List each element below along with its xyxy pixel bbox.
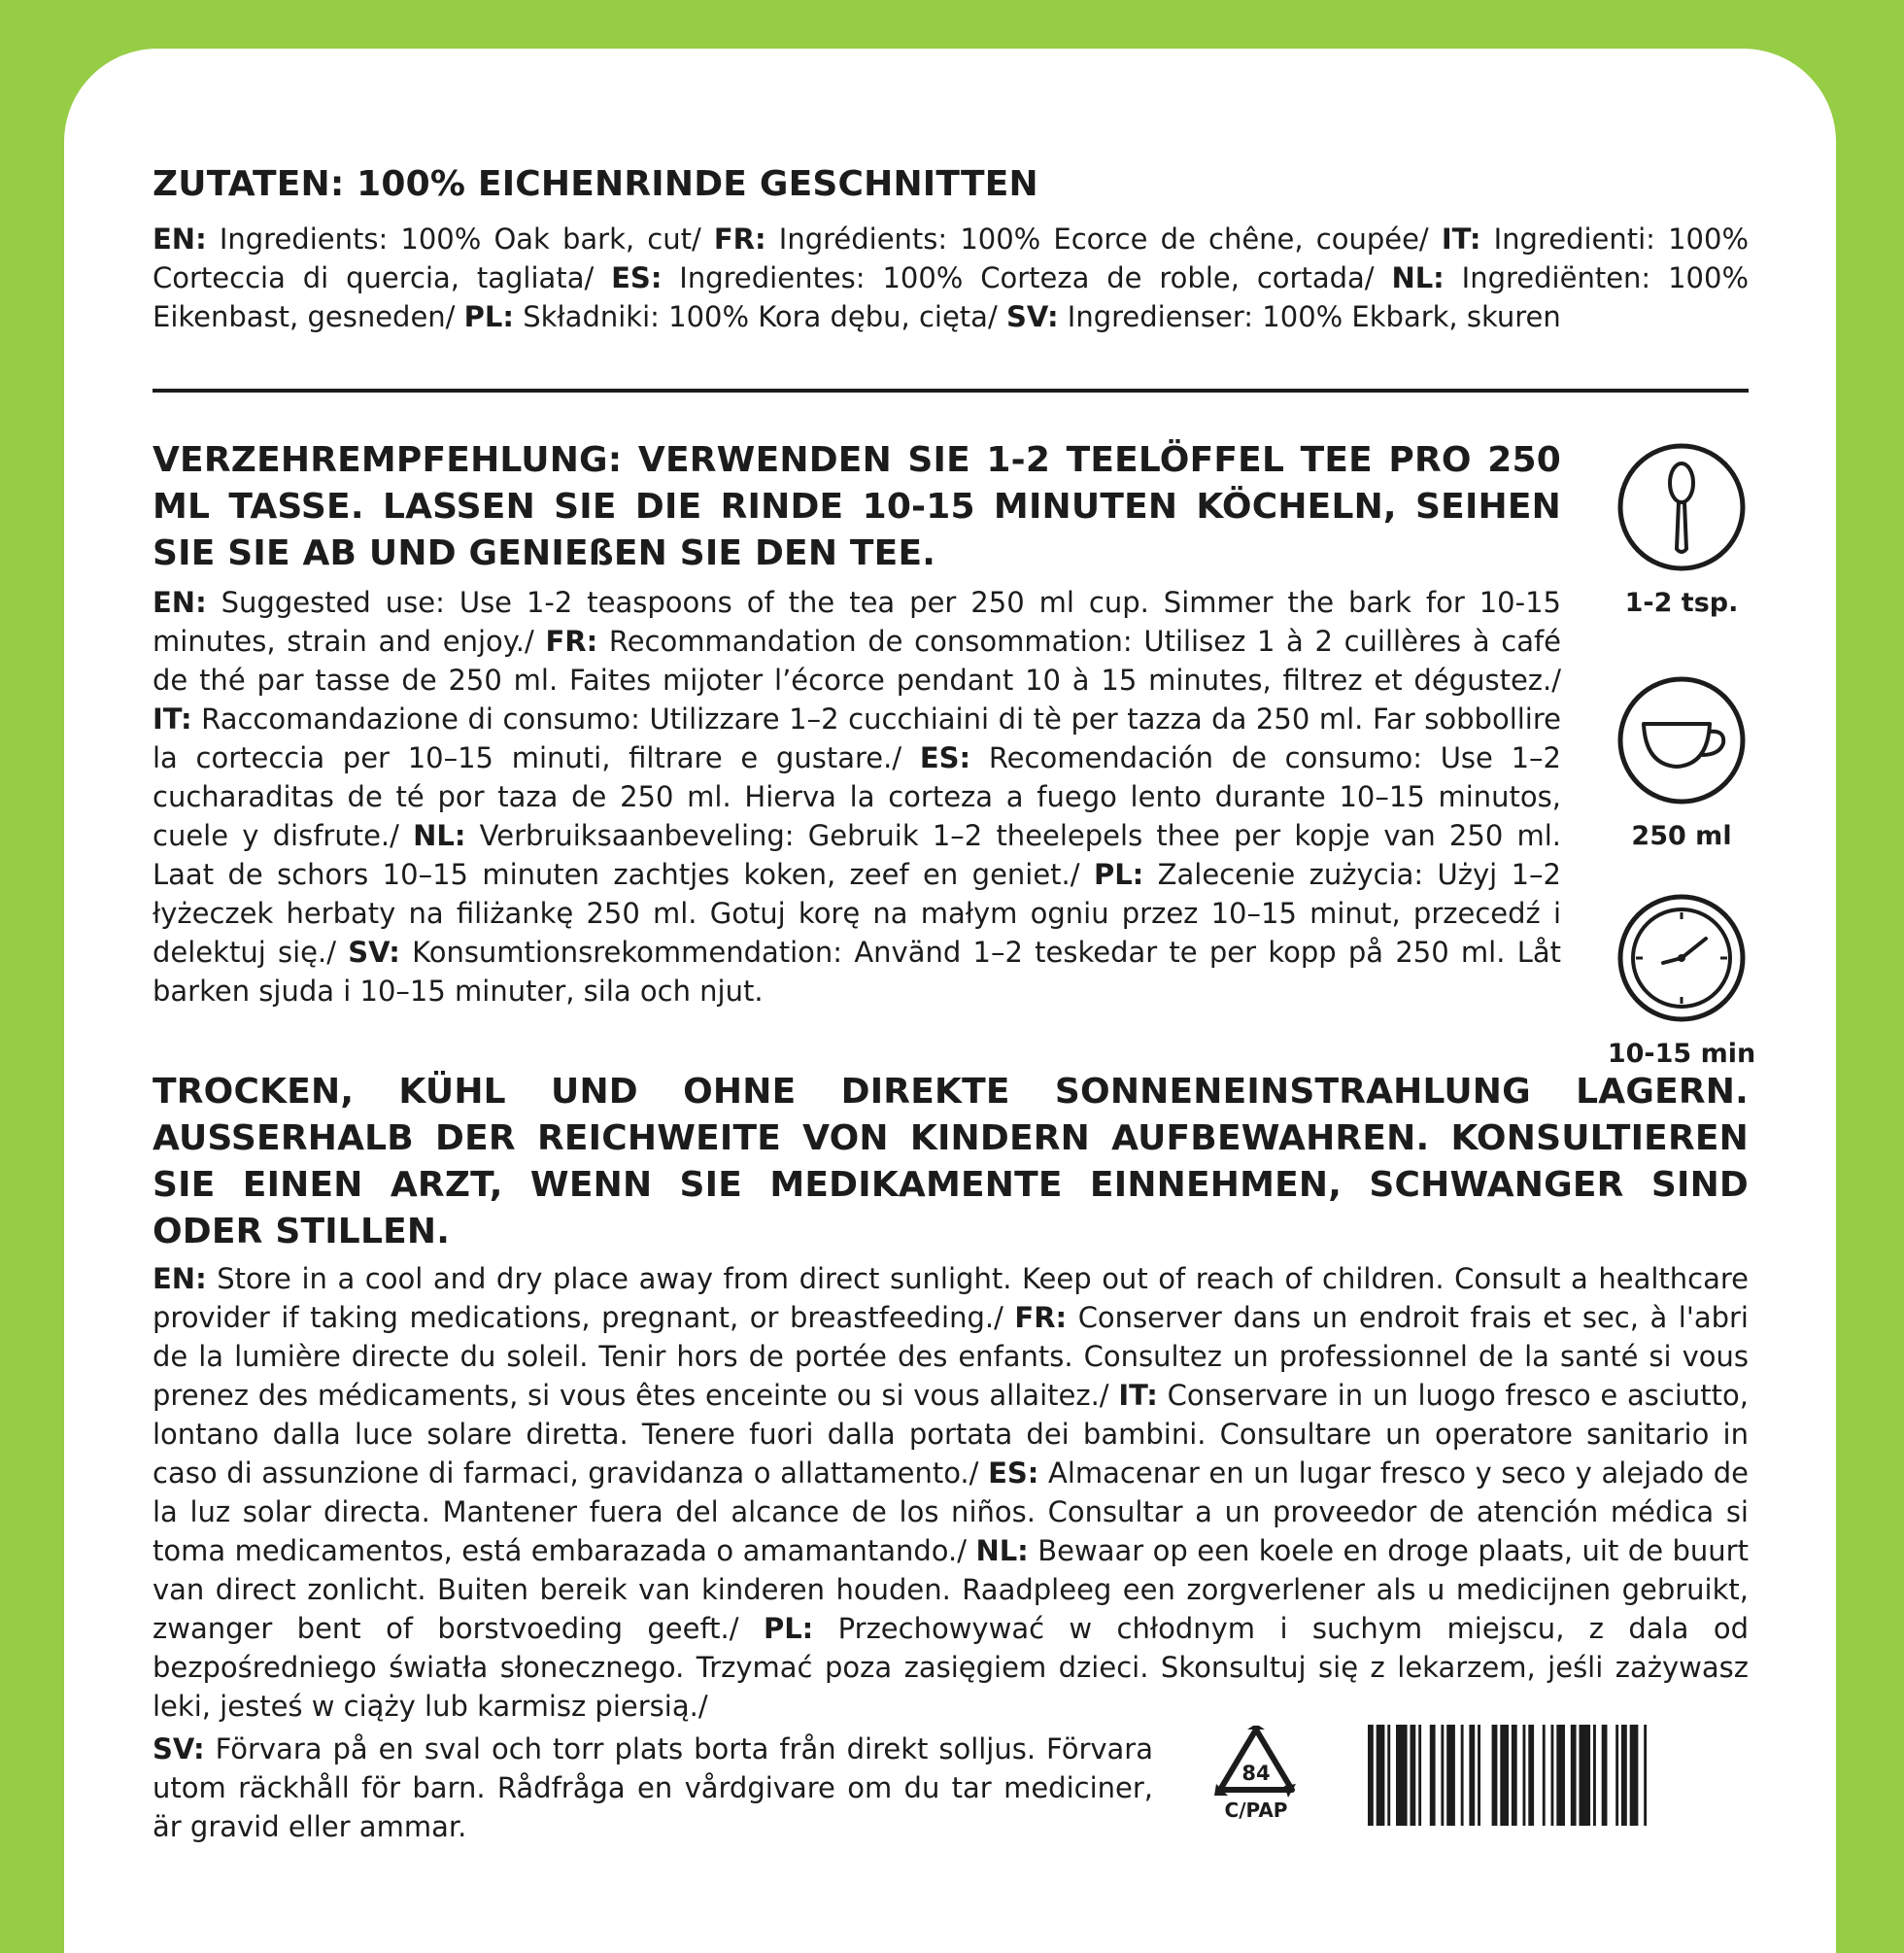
- storage-heading: TROCKEN, KÜHL UND OHNE DIREKTE SONNENEINSTRAHLUNG LAGERN. AUSSERHALB DER REICHWEITE VON KINDERN AUFBEWAHREN. KONSULTIEREN SIE EINEN ARZT, WENN SIE MEDIKAMENTE EINNEHMEN, SCHWANGER SIND ODER STILLEN.: [153, 1072, 1749, 1251]
- lang-code: IT:: [1118, 1379, 1158, 1412]
- lang-code: SV:: [1005, 300, 1059, 333]
- lang-code: EN:: [153, 586, 207, 619]
- lang-code: ES:: [611, 261, 663, 294]
- cup-icon: [1616, 675, 1747, 805]
- lang-code: PL:: [763, 1612, 814, 1645]
- lang-code: EN:: [153, 1262, 207, 1295]
- translation-text: Recomendación de consumo: Use 1–2 cucharaditas de té por taza de 250 ml. Hierva la corteza a fuego lento durante 10–15 minutos, cuele y disfrute./: [153, 741, 1561, 852]
- storage-translations: [153, 1259, 1749, 1726]
- translation-text: Składniki: 100% Kora dębu, cięta/: [514, 300, 1006, 333]
- dosage-block: [1601, 442, 1762, 621]
- lang-code: NL:: [975, 1534, 1029, 1567]
- translation-text: Förvara på en sval och torr plats borta från direkt solljus. Förvara utom räckhåll för barn. Rådfråga en vårdgivare om du tar mediciner, är gravid eller ammar.: [153, 1732, 1153, 1843]
- time-block: [1601, 893, 1762, 1072]
- lang-code: IT:: [1441, 223, 1481, 256]
- translation-text: Ingredienser: 100% Ekbark, skuren: [1058, 300, 1561, 333]
- lang-code: PL:: [463, 300, 515, 333]
- lang-code: ES:: [919, 741, 971, 774]
- dosage-label: 1-2 tsp.: [1624, 588, 1739, 618]
- volume-block: [1601, 675, 1762, 854]
- lang-code: NL:: [1391, 261, 1445, 294]
- translation-text: Ingrediënten: 100% Eikenbast, gesneden/: [153, 261, 1750, 333]
- translation-text: Ingredients: 100% Oak bark, cut/: [206, 223, 714, 256]
- recycling-symbol-icon: [1212, 1726, 1300, 1823]
- spoon-icon: [1616, 442, 1747, 572]
- translation-text: Przechowywać w chłodnym i suchym miejscu, z dala od bezpośredniego światła słonecznego. Trzymać poza zasięgiem dzieci. Skonsultuj się z lekarzem, jeśli zażywasz leki, jesteś w ciąży lub karmisz piersią./: [153, 1612, 1749, 1723]
- ingredients-heading: ZUTATEN: 100% EICHENRINDE GESCHNITTEN: [153, 164, 1038, 204]
- recycling-code: 84: [1241, 1762, 1271, 1785]
- translation-text: Bewaar op een koele en droge plaats, uit de buurt van direct zonlicht. Buiten bereik van kinderen houden. Raadpleeg een zorgverlener als u medicijnen gebruikt, zwanger bent of borstvoeding geeft./: [153, 1534, 1749, 1645]
- lang-code: IT:: [153, 702, 192, 736]
- volume-label: 250 ml: [1631, 821, 1732, 851]
- lang-code: ES:: [988, 1456, 1039, 1490]
- barcode: [1366, 1725, 1749, 1826]
- usage-translations: [153, 583, 1561, 1011]
- translation-text: Suggested use: Use 1-2 teaspoons of the tea per 250 ml cup. Simmer the bark for 10-15 minutes, strain and enjoy./: [153, 586, 1561, 658]
- translation-text: Konsumtionsrekommendation: Använd 1–2 teskedar te per kopp på 250 ml. Låt barken sjuda i 10–15 minuter, sila och njut.: [153, 936, 1561, 1008]
- lang-code: FR:: [545, 625, 598, 658]
- preparation-icons: [1601, 442, 1762, 1072]
- section-divider: [153, 389, 1749, 393]
- clock-icon: [1616, 893, 1747, 1023]
- translation-text: Ingredienti: 100% Corteccia di quercia, tagliata/: [153, 223, 1750, 294]
- translation-text: Conserver dans un endroit frais et sec, à l'abri de la lumière directe du soleil. Tenir hors de portée des enfants. Consultez un professionnel de la santé si vous prenez des médicaments, si vous êtes enceinte ou si vous allaitez./: [153, 1301, 1749, 1412]
- barcode-icon: [1366, 1725, 1749, 1826]
- translation-text: Almacenar en un lugar fresco y seco y alejado de la luz solar directa. Mantener fuera del alcance de los niños. Consultar a un proveedor de atención médica si toma medicamentos, está embarazada o amamantando./: [153, 1456, 1749, 1567]
- recycling-label: C/PAP: [1224, 1799, 1288, 1822]
- usage-heading: VERZEHREMPFEHLUNG: VERWENDEN SIE 1-2 TEELÖFFEL TEE PRO 250 ML TASSE. LASSEN SIE DIE RINDE 10-15 MINUTEN KÖCHELN, SEIHEN SIE SIE AB UND GENIEßEN SIE DEN TEE.: [153, 440, 1561, 573]
- translation-text: Recommandation de consommation: Utilisez 1 à 2 cuillères à café de thé par tasse de 250 ml. Faites mijoter l’écorce pendant 10 à 15 minutes, filtrez et dégustez./: [153, 625, 1562, 697]
- translation-text: Ingredientes: 100% Corteza de roble, cortada/: [662, 261, 1392, 294]
- lang-code: NL:: [413, 819, 466, 852]
- storage-translations-tail: [153, 1730, 1153, 1846]
- ingredients-section: [153, 161, 1749, 336]
- translation-text: Zalecenie zużycia: Użyj 1–2 łyżeczek herbaty na filiżankę 250 ml. Gotuj korę na małym ogniu przez 10–15 minut, przecedź i delektuj się./: [153, 858, 1562, 969]
- lang-code: SV:: [153, 1732, 205, 1765]
- translation-text: Raccomandazione di consumo: Utilizzare 1–2 cucchiaini di tè per tazza da 250 ml. Far sobbollire la corteccia per 10–15 minuti, filtrare e gustare./: [153, 702, 1561, 774]
- lang-code: PL:: [1093, 858, 1144, 891]
- lang-code: FR:: [713, 223, 766, 256]
- translation-text: Verbruiksaanbeveling: Gebruik 1–2 theelepels thee per kopje van 250 ml. Laat de schors 10–15 minuten zachtjes koken, zeef en geniet./: [153, 819, 1562, 891]
- time-label: 10-15 min: [1607, 1039, 1756, 1069]
- lang-code: FR:: [1014, 1301, 1068, 1334]
- translation-text: Ingrédients: 100% Ecorce de chêne, coupée/: [765, 223, 1442, 256]
- lang-code: EN:: [153, 223, 207, 256]
- translation-text: Store in a cool and dry place away from direct sunlight. Keep out of reach of children. Consult a healthcare provider if taking medications, pregnant, or breastfeeding./: [153, 1262, 1749, 1334]
- lang-code: SV:: [348, 936, 400, 969]
- translation-text: Conservare in un luogo fresco e asciutto, lontano dalla luce solare diretta. Tenere fuori dalla portata dei bambini. Consultare un operatore sanitario in caso di assunzione di farmaci, gravidanza o allattamento./: [153, 1379, 1749, 1490]
- usage-section: [153, 437, 1561, 1011]
- ingredients-translations: [153, 220, 1749, 336]
- recycling-symbol: [1212, 1726, 1300, 1823]
